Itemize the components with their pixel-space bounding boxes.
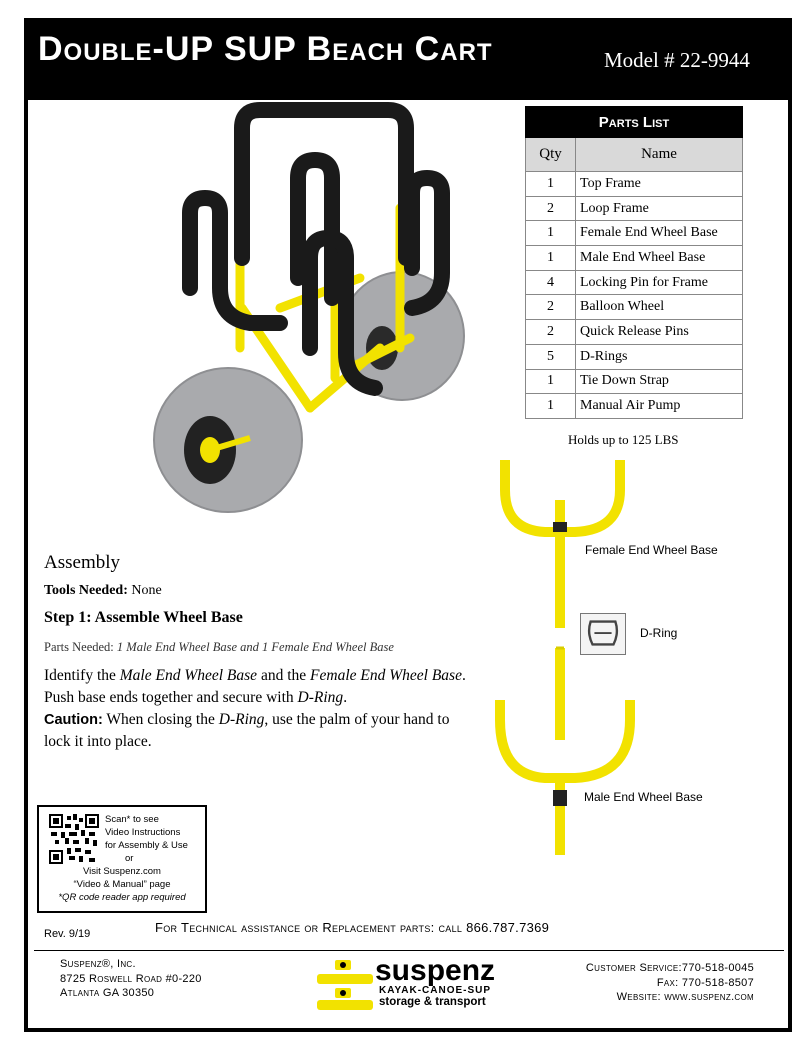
- step-title: [44, 609, 243, 627]
- website[interactable]: Website: www.suspenz.com: [616, 991, 754, 1003]
- qty-cell: 1: [526, 221, 576, 246]
- technical-assistance-line: For Technical assistance or Replacement parts: call 866.787.7369: [155, 920, 550, 935]
- d-ring-icon: [581, 614, 625, 654]
- qty-cell: 2: [526, 320, 576, 345]
- parts-list-table: [525, 106, 743, 419]
- logo-wordmark: suspenz: [375, 954, 496, 987]
- table-row: [526, 246, 743, 271]
- company-address: [60, 957, 202, 1001]
- qr-footnote: *QR code reader app required: [58, 892, 186, 903]
- cart-illustration: [150, 98, 490, 516]
- qty-cell: 2: [526, 196, 576, 221]
- fax-number: Fax: 770-518-8507: [656, 976, 754, 989]
- name-cell: D-Rings: [576, 344, 743, 369]
- desc-text: . Push base ends together and secure with: [44, 667, 466, 706]
- address-line: Atlanta GA 30350: [60, 987, 155, 999]
- table-row: [526, 394, 743, 419]
- table-row: [526, 369, 743, 394]
- qty-cell: 1: [526, 172, 576, 197]
- tools-needed-label: Tools Needed:: [44, 583, 128, 598]
- table-row: [526, 196, 743, 221]
- customer-service-phone: Customer Service:770-518-0045: [585, 962, 754, 974]
- model-number: Model # 22-9944: [604, 48, 750, 72]
- qr-line: for Assembly & Use: [105, 840, 188, 851]
- qty-cell: 4: [526, 270, 576, 295]
- qr-line: “Video & Manual” page: [73, 879, 171, 890]
- column-header-name: Name: [576, 138, 743, 172]
- caution-text: , use the palm of your hand to lock it into place.: [44, 711, 450, 750]
- table-row: [526, 320, 743, 345]
- name-cell: Locking Pin for Frame: [576, 270, 743, 295]
- qty-cell: 1: [526, 369, 576, 394]
- desc-part-female: Female End Wheel Base: [310, 667, 462, 684]
- table-row: [526, 221, 743, 246]
- qr-line: Visit Suspenz.com: [83, 866, 161, 877]
- parts-needed-label: Parts Needed:: [44, 640, 114, 654]
- desc-text: and the: [257, 667, 311, 684]
- desc-part-dring: D-Ring: [297, 689, 344, 706]
- desc-part-male: Male End Wheel Base: [119, 667, 258, 684]
- name-cell: Male End Wheel Base: [576, 246, 743, 271]
- caution-text: When closing the: [102, 711, 219, 728]
- tools-needed-value: None: [131, 583, 162, 598]
- logo-tagline: storage & transport: [379, 996, 486, 1008]
- qr-line: Video Instructions: [105, 827, 181, 838]
- parts-needed-value: 1 Male End Wheel Base and 1 Female End Wheel Base: [116, 640, 394, 654]
- desc-text: .: [343, 689, 348, 706]
- label-female-end-wheel-base: Female End Wheel Base: [585, 543, 718, 557]
- name-cell: Manual Air Pump: [576, 394, 743, 419]
- table-row: [526, 295, 743, 320]
- tools-needed: [44, 583, 162, 599]
- revision-date: Rev. 9/19: [44, 928, 91, 940]
- column-header-qty: Qty: [526, 138, 576, 172]
- parts-needed: [44, 640, 394, 655]
- qty-cell: 1: [526, 246, 576, 271]
- suspenz-logo: [315, 954, 505, 1013]
- footer-divider: [34, 950, 784, 951]
- assembly-heading: Assembly: [44, 552, 120, 573]
- name-cell: Top Frame: [576, 172, 743, 197]
- label-male-end-wheel-base: Male End Wheel Base: [584, 790, 703, 804]
- caution-label: Caution:: [44, 712, 103, 728]
- d-ring-image: [580, 613, 626, 655]
- name-cell: Balloon Wheel: [576, 295, 743, 320]
- qty-cell: 1: [526, 394, 576, 419]
- name-cell: Loop Frame: [576, 196, 743, 221]
- name-cell: Tie Down Strap: [576, 369, 743, 394]
- qr-line: or: [125, 853, 134, 864]
- logo-tagline: KAYAK-CANOE-SUP: [379, 985, 492, 996]
- wheel-base-illustration: [490, 450, 640, 870]
- qr-instructions: [39, 813, 205, 904]
- table-row: [526, 344, 743, 369]
- label-d-ring: D-Ring: [640, 626, 678, 640]
- contact-info: [586, 961, 754, 1005]
- qr-line: Scan* to see: [105, 814, 159, 825]
- name-cell: Quick Release Pins: [576, 320, 743, 345]
- step-title-text: Step 1: Assemble Wheel Base: [44, 609, 243, 626]
- suspenz-logo-icon: [315, 958, 377, 1012]
- qr-code-box: [37, 805, 207, 913]
- assembly-description: [44, 665, 469, 753]
- desc-text: Identify the: [44, 667, 120, 684]
- qty-cell: 5: [526, 344, 576, 369]
- caution-part-dring: D-Ring: [218, 711, 265, 728]
- capacity-note: Holds up to 125 LBS: [568, 432, 679, 447]
- parts-list-caption: Parts List: [526, 107, 743, 138]
- table-row: [526, 270, 743, 295]
- name-cell: Female End Wheel Base: [576, 221, 743, 246]
- address-line: Suspenz®, Inc.: [60, 958, 136, 970]
- qty-cell: 2: [526, 295, 576, 320]
- page-title: Double-UP SUP Beach Cart: [38, 30, 493, 68]
- address-line: 8725 Roswell Road #0-220: [60, 972, 202, 985]
- table-row: [526, 172, 743, 197]
